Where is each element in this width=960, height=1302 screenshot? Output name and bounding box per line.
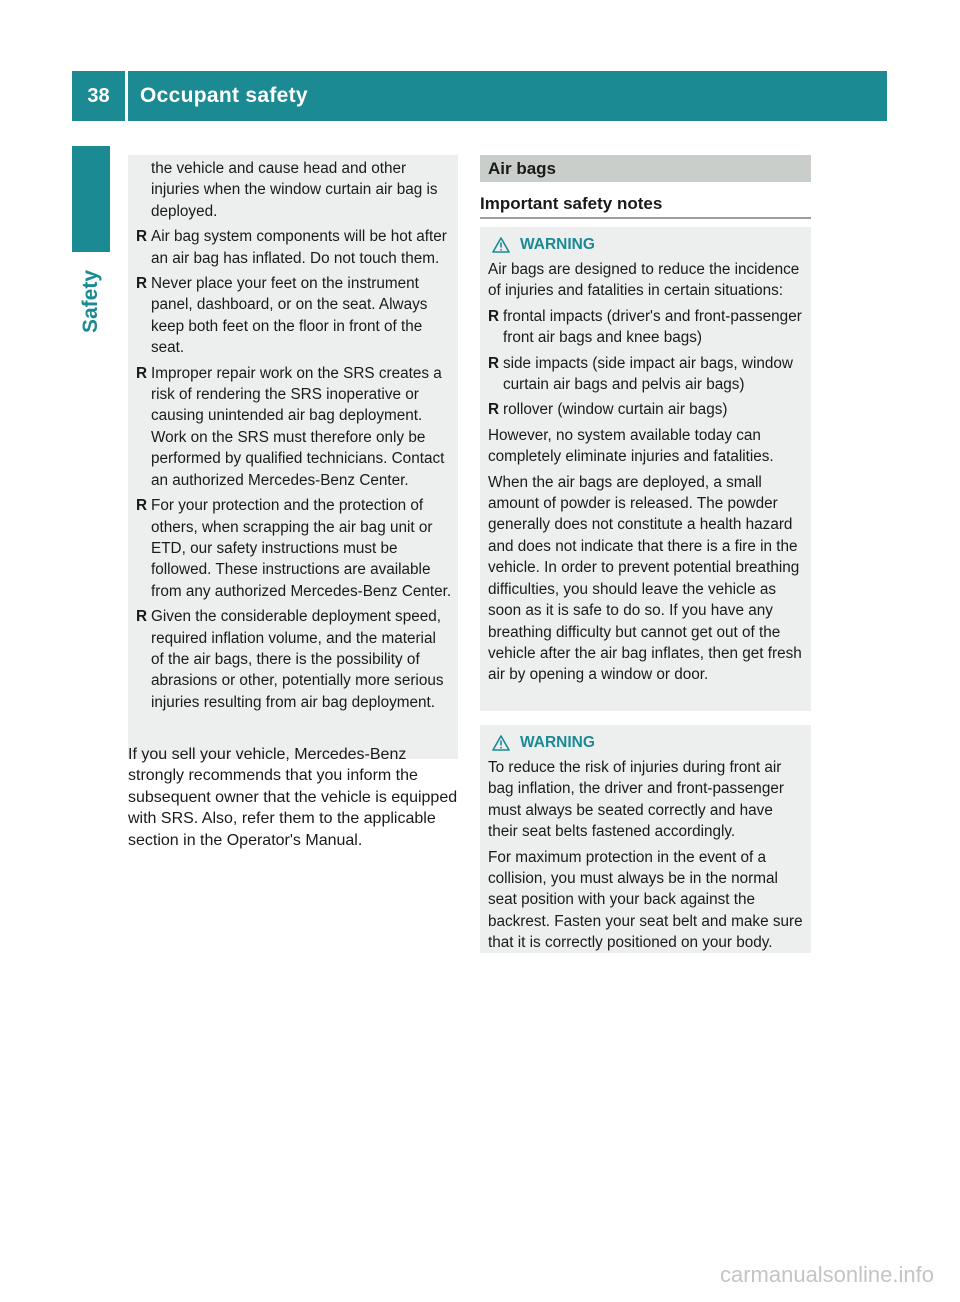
continued-text: the vehicle and cause head and other injuries when the window curtain air bag is deployed. [151, 160, 438, 220]
bullet-glyph: R [136, 608, 148, 626]
subsection-heading: Important safety notes [480, 193, 811, 219]
warning-header [488, 233, 803, 257]
body-paragraph: If you sell your vehicle, Mercedes-Benz strongly recommends that you inform the subsequent owner that the vehicle is equipped with SRS. Also, refer them to the applicable section in the Operator's Manual. [128, 746, 458, 849]
list-item: R frontal impacts (driver's and front-passenger front air bags and knee bags) [488, 307, 802, 347]
section-tab-marker [72, 146, 110, 252]
list-item: R Given the considerable deployment speed, required inflation volume, and the material of the air bags, there is the possibility of abrasions or other, potentially more serious injuries resulting from air bag deployment. [136, 608, 444, 711]
bullet-glyph: R [136, 497, 148, 515]
bullet-glyph: R [136, 275, 148, 293]
warning-text: Air bags are designed to reduce the incidence of injuries and fatalities in certain situations: [488, 261, 800, 300]
warning-header [488, 731, 803, 755]
warning-text: To reduce the risk of injuries during front air bag inflation, the driver and front-passenger must always be seated correctly and have their seat belts fastened accordingly. [488, 759, 784, 841]
bullet-glyph: R [488, 354, 500, 372]
list-item: R Never place your feet on the instrument panel, dashboard, or on the seat. Always keep both feet on the floor in front of the seat. [136, 275, 428, 357]
bullet-list [488, 306, 803, 421]
bullet-glyph: R [488, 401, 500, 419]
bullet-glyph: R [488, 307, 500, 325]
section-tab-label: Safety [79, 269, 102, 333]
bullet-glyph: R [136, 364, 148, 382]
bullet-list [136, 226, 452, 713]
warning-triangle-icon [492, 735, 510, 751]
watermark: carmanualsonline.info [719, 1262, 934, 1287]
warning-text: For maximum protection in the event of a collision, you must always be in the normal seat position with your back against the backrest. Fasten your seat belt and make sure that it is correctly positioned on your body. [488, 848, 803, 952]
page-number: 38 [87, 84, 110, 107]
warning-box [480, 725, 811, 953]
list-item: R Air bag system components will be hot after an air bag has inflated. Do not touch them. [136, 228, 447, 267]
list-item: R rollover (window curtain air bags) [488, 399, 803, 420]
warning-label: WARNING [520, 236, 595, 254]
list-item: R For your protection and the protection of others, when scrapping the air bag unit or ETD, our safety instructions must be followed. These instructions are available from any authorized Mercedes-Benz Center. [136, 497, 452, 600]
page-title: Occupant safety [140, 84, 308, 107]
warning-label: WARNING [520, 734, 595, 752]
list-item: R Improper repair work on the SRS creates a risk of rendering the SRS inoperative or causing unintended air bag deployment. Work on the SRS must therefore only be performed by qualified technicians. Contact an authorized Mercedes-Benz Center. [136, 364, 445, 489]
warning-text: However, no system available today can completely eliminate injuries and fatalities. [488, 426, 774, 466]
header-divider [125, 71, 128, 121]
warning-text: When the air bags are deployed, a small amount of powder is released. The powder generally does not constitute a health hazard and does not indicate that there is a fire in the vehicle. In order to prevent potential breathing difficulties, you should leave the vehicle as soon as it is safe to do so. If you have any breathing difficulty but cannot get out of the vehicle after the air bag inflates, then get fresh air by opening a window or door. [488, 473, 802, 684]
warning-box [480, 227, 811, 711]
section-heading: Air bags [480, 155, 811, 182]
bullet-glyph: R [136, 228, 148, 246]
left-warning-continuation-box [128, 155, 458, 759]
list-item: R side impacts (side impact air bags, window curtain air bags and pelvis air bags) [488, 354, 793, 394]
warning-triangle-icon [492, 237, 510, 253]
